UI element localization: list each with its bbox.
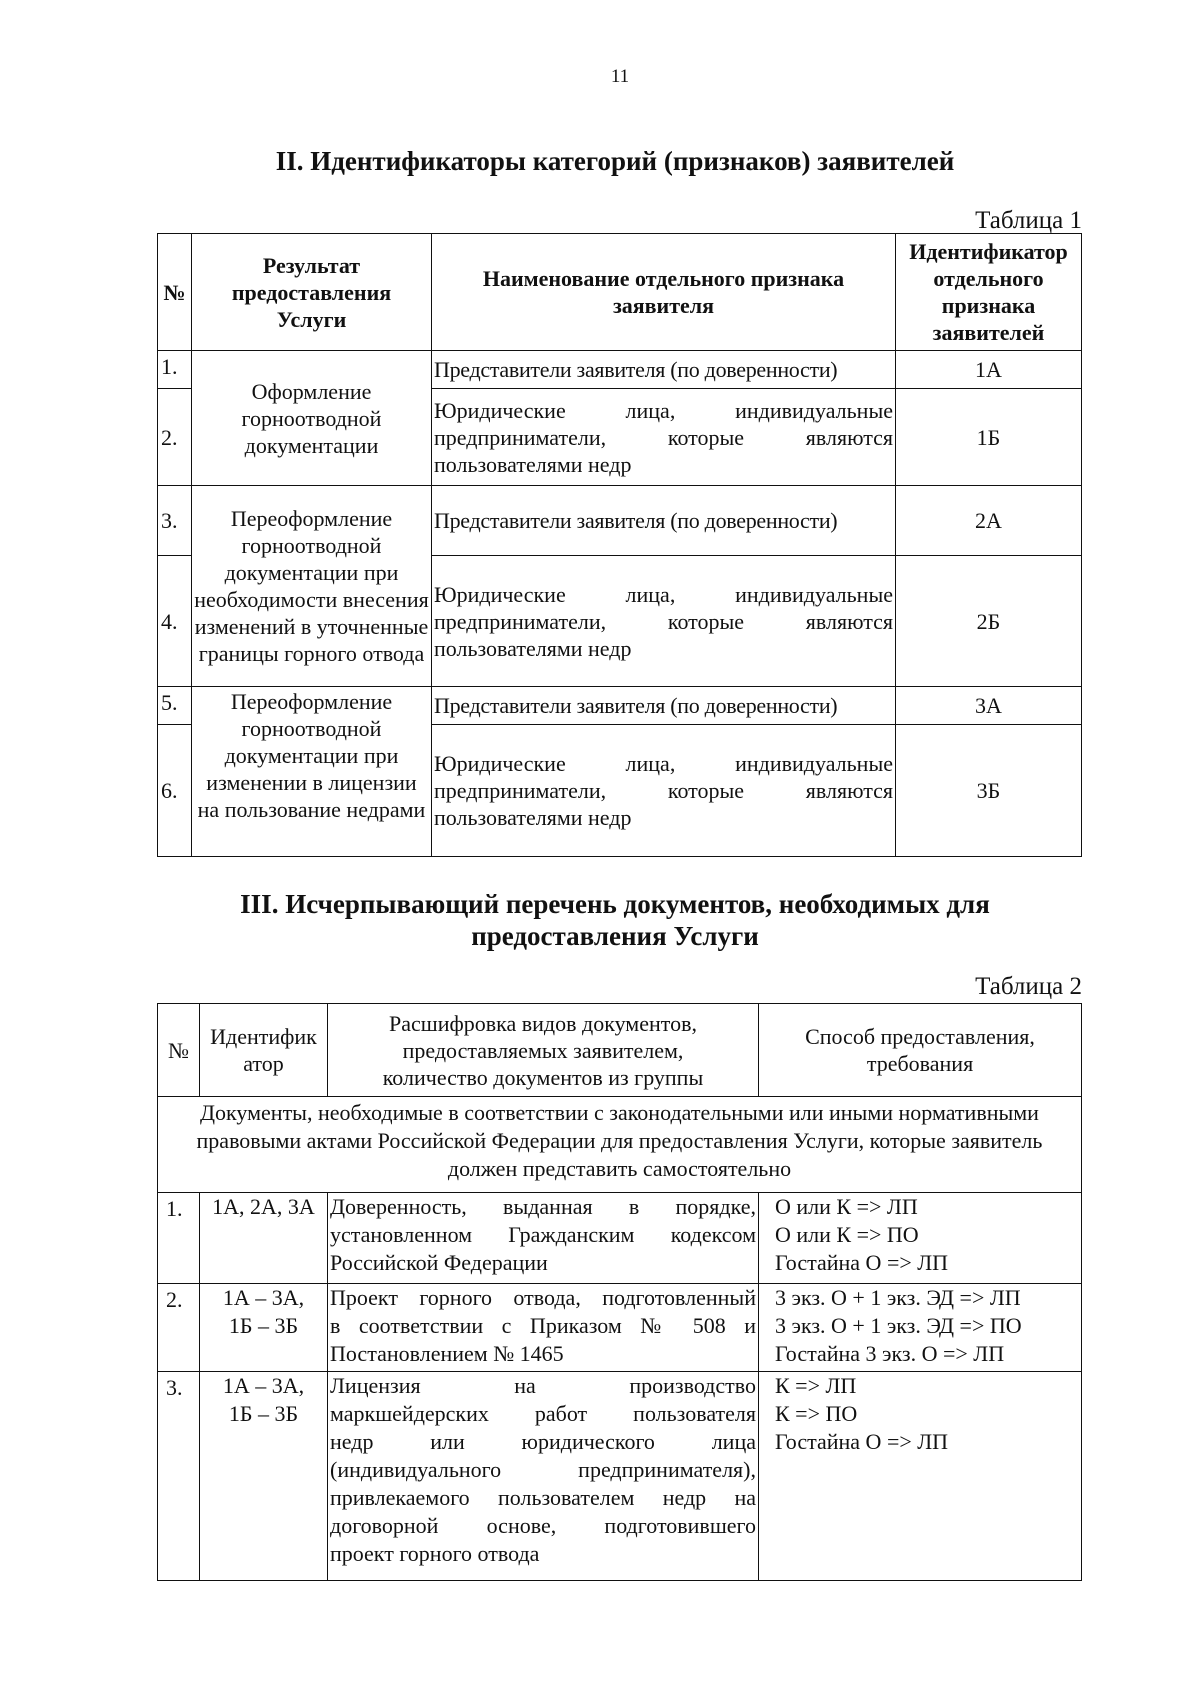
decode-cell — [328, 1284, 759, 1372]
feature-line: Юридические лица, индивидуальные — [434, 581, 893, 607]
decode-line: договорной основе, подготовившего — [330, 1513, 756, 1538]
decode-line: (индивидуального предпринимателя), — [330, 1457, 756, 1482]
row-num: 6. — [158, 725, 192, 857]
identifier-line: 1А – 3А, — [222, 1373, 305, 1398]
header-num: № — [158, 234, 192, 351]
group-header: Документы, необходимые в соответствии с законодательными или иными нормативными правовыми актами Российской Федерации для предоставления Услуги, которые заявитель должен представить самостоятельно — [158, 1097, 1082, 1193]
method-line: 3 экз. О + 1 экз. ЭД => ПО — [775, 1313, 1022, 1338]
table-2-caption: Таблица 2 — [975, 973, 1082, 1000]
method-line: К => ЛП — [775, 1373, 857, 1398]
method-line: Гостайна О => ЛП — [775, 1429, 949, 1454]
identifier-cell: 2Б — [896, 556, 1082, 687]
feature-line: предприниматели, которые являются — [434, 424, 893, 450]
header-result: Результат предоставления Услуги — [192, 234, 432, 351]
result-cell: Переоформление горноотводной документации при необходимости внесения изменений в уточненные границы горного отвода — [192, 486, 432, 687]
feature-cell — [432, 556, 896, 687]
method-cell — [759, 1372, 1082, 1581]
method-line: Гостайна О => ЛП — [775, 1250, 949, 1275]
result-cell: Оформление горноотводной документации — [192, 351, 432, 486]
applicant-categories-table — [157, 233, 1082, 857]
row-num: 1. — [158, 1193, 200, 1284]
decode-line: Постановлением № 1465 — [330, 1341, 564, 1366]
method-cell — [759, 1284, 1082, 1372]
row-num: 2. — [158, 389, 192, 486]
row-num: 3. — [158, 1372, 200, 1581]
header-feature: Наименование отдельного признака заявителя — [432, 234, 896, 351]
identifier-cell: 3А — [896, 687, 1082, 725]
identifier-cell: 2А — [896, 486, 1082, 556]
result-cell: Переоформление горноотводной документации при изменении в лицензии на пользование недрами — [192, 687, 432, 857]
decode-cell — [328, 1372, 759, 1581]
header-method: Способ предоставления, требования — [759, 1004, 1082, 1097]
row-num: 3. — [158, 486, 192, 556]
row-num: 1. — [158, 351, 192, 389]
decode-line: Лицензия на производство — [330, 1373, 756, 1398]
header-identifier: Идентифик атор — [200, 1004, 328, 1097]
method-line: Гостайна 3 экз. О => ЛП — [775, 1341, 1005, 1366]
decode-line: маркшейдерских работ пользователя — [330, 1401, 756, 1426]
section-2-title: II. Идентификаторы категорий (признаков) заявителей — [275, 146, 955, 176]
identifier-cell: 1А — [896, 351, 1082, 389]
row-num: 5. — [158, 687, 192, 725]
decode-cell — [328, 1193, 759, 1284]
feature-line: предприниматели, которые являются — [434, 778, 893, 803]
identifier-cell: 3Б — [896, 725, 1082, 857]
decode-line: в соответствии с Приказом № 508 и — [330, 1313, 756, 1338]
page-number: 11 — [610, 66, 630, 87]
method-line: 3 экз. О + 1 экз. ЭД => ЛП — [775, 1285, 1021, 1310]
decode-line: Доверенность, выданная в порядке, — [330, 1194, 756, 1219]
decode-line: привлекаемого пользователем недр на — [330, 1485, 756, 1510]
feature-cell — [432, 389, 896, 486]
decode-line: установленном Гражданским кодексом — [330, 1222, 756, 1247]
identifier-cell — [200, 1372, 328, 1581]
feature-cell: Представители заявителя (по доверенности) — [432, 351, 896, 389]
method-cell — [759, 1193, 1082, 1284]
row-num: 4. — [158, 556, 192, 687]
identifier-cell: 1А, 2А, 3А — [200, 1193, 328, 1284]
method-line: О или К => ЛП — [775, 1194, 918, 1219]
decode-line: Российской Федерации — [330, 1250, 548, 1275]
decode-line: недр или юридического лица — [330, 1429, 756, 1454]
feature-line: пользователями недр — [434, 805, 632, 830]
feature-cell — [432, 725, 896, 857]
header-num: № — [158, 1004, 200, 1097]
required-documents-table — [157, 1003, 1082, 1581]
feature-line: Юридические лица, индивидуальные — [434, 397, 893, 423]
identifier-line: 1Б – 3Б — [228, 1401, 299, 1426]
identifier-cell: 1Б — [896, 389, 1082, 486]
section-3-title: III. Исчерпывающий перечень документов, необходимых для предоставления Услуги — [240, 889, 990, 952]
feature-cell: Представители заявителя (по доверенности) — [432, 486, 896, 556]
header-identifier: Идентификатор отдельного признака заявителей — [896, 234, 1082, 351]
identifier-line: 1А – 3А, — [222, 1285, 305, 1310]
table-1-caption: Таблица 1 — [975, 207, 1082, 234]
feature-line: пользователями недр — [434, 451, 632, 477]
identifier-line: 1Б – 3Б — [228, 1313, 299, 1338]
row-num: 2. — [158, 1284, 200, 1372]
decode-line: Проект горного отвода, подготовленный — [330, 1285, 756, 1310]
feature-line: предприниматели, которые являются — [434, 608, 893, 634]
feature-line: пользователями недр — [434, 635, 632, 661]
method-line: О или К => ПО — [775, 1222, 919, 1247]
decode-line: проект горного отвода — [330, 1541, 540, 1566]
method-line: К => ПО — [775, 1401, 858, 1426]
feature-cell: Представители заявителя (по доверенности) — [432, 687, 896, 725]
feature-line: Юридические лица, индивидуальные — [434, 751, 893, 776]
header-decode: Расшифровка видов документов, предоставляемых заявителем, количество документов из группы — [328, 1004, 759, 1097]
identifier-cell — [200, 1284, 328, 1372]
